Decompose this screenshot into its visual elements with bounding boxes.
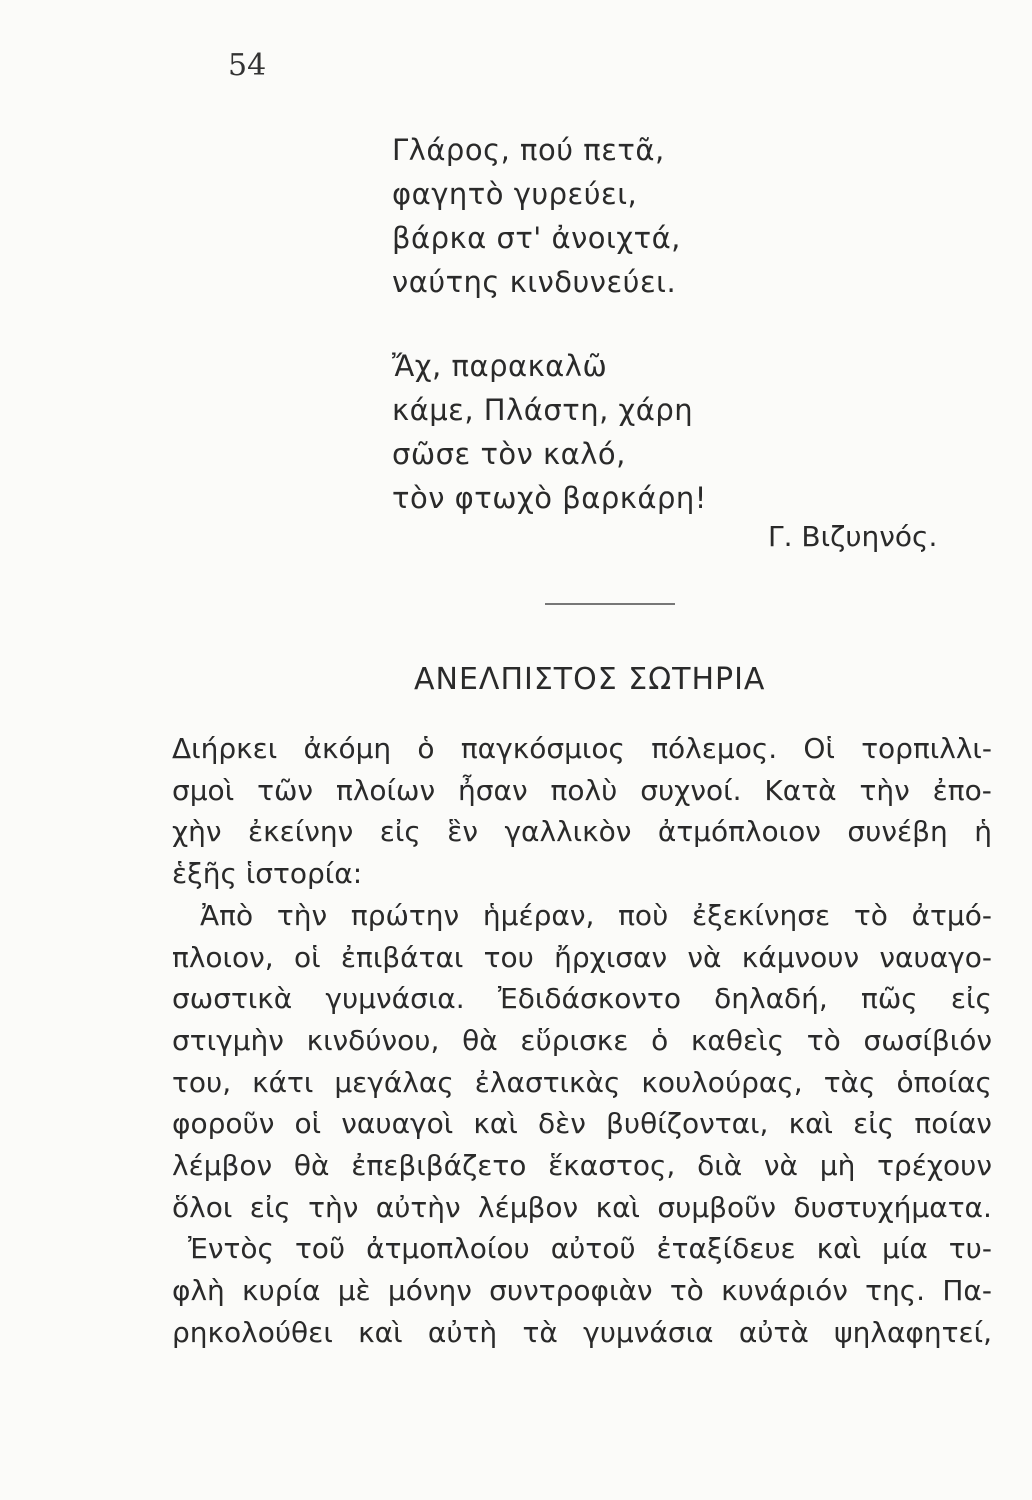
prose-word: Οἱ: [803, 732, 835, 765]
prose-word: καὶ: [788, 1107, 833, 1141]
prose-word: πλοίων: [335, 773, 436, 807]
prose-word: ὁποίας: [896, 1065, 992, 1099]
prose-word: ἡμέραν,: [482, 898, 595, 932]
prose-line: [172, 978, 992, 1020]
prose-line: [172, 1145, 992, 1187]
prose-line: [172, 811, 992, 853]
prose-word: ἕκαστος,: [548, 1149, 676, 1183]
prose-word: στιγμὴν: [172, 1023, 284, 1057]
prose-word: Ἐντὸς: [188, 1232, 274, 1266]
prose-word: εἰς: [950, 982, 992, 1016]
poem: [392, 128, 707, 520]
prose-line: [172, 853, 992, 895]
prose-word: ποὺ: [618, 898, 669, 932]
prose-word: του: [483, 940, 534, 974]
prose-word: ἀτμοπλοίου: [366, 1232, 530, 1266]
prose-word: αὐτὴν: [375, 1190, 461, 1224]
poem-verse: σῶσε τὸν καλό,: [392, 437, 626, 471]
prose-word: εὕρισκε: [520, 1023, 629, 1057]
prose-word: καὶ: [816, 1232, 862, 1266]
prose-word: ὁ: [417, 732, 435, 765]
prose-word: ἤρχισαν: [554, 940, 668, 974]
prose-word: λέμβον: [478, 1190, 579, 1224]
prose-word: ἀτμό-: [911, 898, 992, 932]
poem-verse: φαγητὸ γυρεύει,: [392, 177, 638, 211]
prose-word: μία: [882, 1232, 928, 1266]
prose-word: ἐξεκίνησε: [692, 898, 831, 932]
prose-word: ψηλαφητεί,: [834, 1315, 992, 1349]
prose-word: διὰ: [697, 1149, 743, 1183]
prose-word: καὶ: [595, 1190, 640, 1224]
poem-verse: κάμε, Πλάστη, χάρη: [392, 393, 694, 427]
prose-word: ὅλοι: [172, 1190, 233, 1224]
prose-word: ἐπο-: [932, 773, 992, 807]
prose-word: βυθίζονται,: [606, 1107, 769, 1141]
prose-word: της.: [865, 1274, 926, 1308]
prose-word: μὴ: [819, 1149, 856, 1183]
poem-stanza: [392, 344, 707, 520]
poem-stanza: [392, 128, 707, 304]
prose-word: πλοιον,: [172, 940, 274, 974]
prose-word: λέμβον: [172, 1149, 273, 1183]
prose-word: τὸ: [853, 898, 888, 932]
prose-word: τοῦ: [294, 1232, 346, 1266]
prose-word: δυστυχήματα.: [793, 1190, 992, 1224]
prose-word: σωστικὰ: [172, 982, 293, 1016]
prose-word: τρέχουν: [877, 1149, 992, 1183]
prose-word: ἐπιβάται: [340, 940, 464, 974]
prose-word: εἰς: [379, 815, 421, 849]
prose-word: ἦσαν: [458, 773, 528, 807]
prose-word: σωσίβιόν: [863, 1023, 992, 1057]
prose-word: ἑξῆς ἱστορία:: [172, 857, 363, 891]
prose-word: κινδύνου,: [306, 1023, 440, 1057]
prose-word: του,: [172, 1065, 232, 1099]
prose-word: Διήρκει: [172, 732, 278, 765]
prose-word: συμβοῦν: [657, 1190, 776, 1224]
prose-word: νὰ: [763, 1149, 799, 1183]
poem-verse: βάρκα στ' ἀνοιχτά,: [392, 221, 681, 255]
page-number: 54: [228, 48, 267, 83]
prose-word: ρηκολούθει: [172, 1315, 333, 1349]
prose-word: κουλούρας,: [641, 1065, 803, 1099]
prose-word: ἡ: [974, 815, 992, 849]
prose-word: τορπιλλι-: [861, 732, 992, 765]
prose-word: κυνάριόν: [721, 1274, 848, 1308]
prose-word: τὴν: [276, 898, 328, 932]
poem-verse: τὸν φτωχὸ βαρκάρη!: [392, 481, 707, 515]
prose-line: [172, 1020, 992, 1062]
prose-word: ἓν: [447, 815, 479, 849]
prose-word: φλὴ: [172, 1274, 225, 1308]
prose-word: κάμνουν: [741, 940, 860, 974]
prose-line: [172, 1103, 992, 1145]
prose-word: ναυαγο-: [879, 940, 992, 974]
prose-word: παγκόσμιος: [460, 732, 625, 765]
prose-word: φοροῦν: [172, 1107, 275, 1141]
prose-line: [172, 728, 992, 770]
prose-word: πρώτην: [350, 898, 460, 932]
prose-line: [172, 1228, 992, 1270]
prose-word: πῶς: [860, 982, 918, 1016]
prose-word: αὐτὴ: [427, 1315, 498, 1349]
prose-word: Ἐδιδάσκοντο: [497, 982, 681, 1016]
prose-word: συντροφιὰν: [489, 1274, 653, 1308]
prose-word: καθεὶς: [690, 1023, 785, 1057]
prose-word: αὐτοῦ: [550, 1232, 636, 1266]
prose-word: καὶ: [358, 1315, 403, 1349]
prose-word: γαλλικὸν: [504, 815, 632, 849]
prose-word: τὰ: [522, 1315, 558, 1349]
prose-line: [172, 1312, 992, 1354]
prose-word: καὶ: [473, 1107, 518, 1141]
prose-word: οἱ: [294, 1107, 322, 1141]
section-title: ΑΝΕΛΠΙΣΤΟΣ ΣΩΤΗΡΙΑ: [414, 662, 766, 697]
prose-word: οἱ: [293, 940, 321, 974]
prose-word: συνέβη: [847, 815, 948, 849]
prose-word: αὐτὰ: [738, 1315, 809, 1349]
prose-word: πόλεμος.: [651, 732, 778, 765]
prose-line: [172, 937, 992, 979]
prose-word: τυ-: [948, 1232, 992, 1266]
prose-word: μόνην: [387, 1274, 472, 1308]
prose-word: θὰ: [462, 1023, 498, 1057]
prose-word: ἐλαστικὰς: [474, 1065, 621, 1099]
prose-body: [172, 728, 992, 1354]
prose-line: [172, 770, 992, 812]
prose-word: τὸ: [669, 1274, 704, 1308]
prose-word: μεγάλας: [334, 1065, 454, 1099]
prose-word: θὰ: [293, 1149, 330, 1183]
prose-word: τὴν: [859, 773, 910, 807]
prose-line: [172, 895, 992, 937]
prose-word: δηλαδή,: [714, 982, 828, 1016]
prose-word: εἰς: [249, 1190, 291, 1224]
prose-word: τὴν: [308, 1190, 359, 1224]
prose-word: τὰς: [823, 1065, 876, 1099]
prose-word: τῶν: [257, 773, 314, 807]
prose-word: κάτι: [252, 1065, 314, 1099]
prose-word: δὲν: [537, 1107, 586, 1141]
prose-word: εἰς: [853, 1107, 895, 1141]
prose-word: τὸ: [806, 1023, 841, 1057]
prose-word: ὁ: [651, 1023, 669, 1057]
poem-author: Γ. Βιζυηνός.: [768, 520, 938, 553]
prose-word: συχνοί.: [640, 773, 742, 807]
section-divider: [545, 603, 675, 605]
prose-word: μὲ: [337, 1274, 371, 1308]
prose-word: Κατὰ: [764, 773, 837, 807]
prose-word: ποίαν: [914, 1107, 992, 1141]
prose-word: πολὺ: [550, 773, 618, 807]
prose-word: ἐκείνην: [248, 815, 354, 849]
prose-word: ἐταξίδευε: [656, 1232, 796, 1266]
prose-line: [172, 1062, 992, 1104]
prose-word: ἀτμόπλοιον: [657, 815, 821, 849]
prose-word: Ἀπὸ: [200, 898, 254, 932]
prose-word: ἀκόμη: [303, 732, 392, 765]
prose-word: χὴν: [172, 815, 222, 849]
prose-word: Πα-: [942, 1274, 992, 1308]
prose-line: [172, 1270, 992, 1312]
prose-word: γυμνάσια: [583, 1315, 714, 1349]
poem-verse: Ἄχ, παρακαλῶ: [392, 349, 608, 383]
prose-word: ναυαγοὶ: [341, 1107, 454, 1141]
prose-word: ἐπεβιβάζετο: [351, 1149, 527, 1183]
prose-line: [172, 1187, 992, 1229]
prose-word: κυρία: [242, 1274, 321, 1308]
prose-word: γυμνάσια.: [325, 982, 465, 1016]
prose-word: σμοὶ: [172, 773, 235, 807]
poem-verse: Γλάρος, πού πετᾶ,: [392, 133, 665, 167]
prose-word: νὰ: [687, 940, 722, 974]
poem-verse: ναύτης κινδυνεύει.: [392, 265, 677, 299]
